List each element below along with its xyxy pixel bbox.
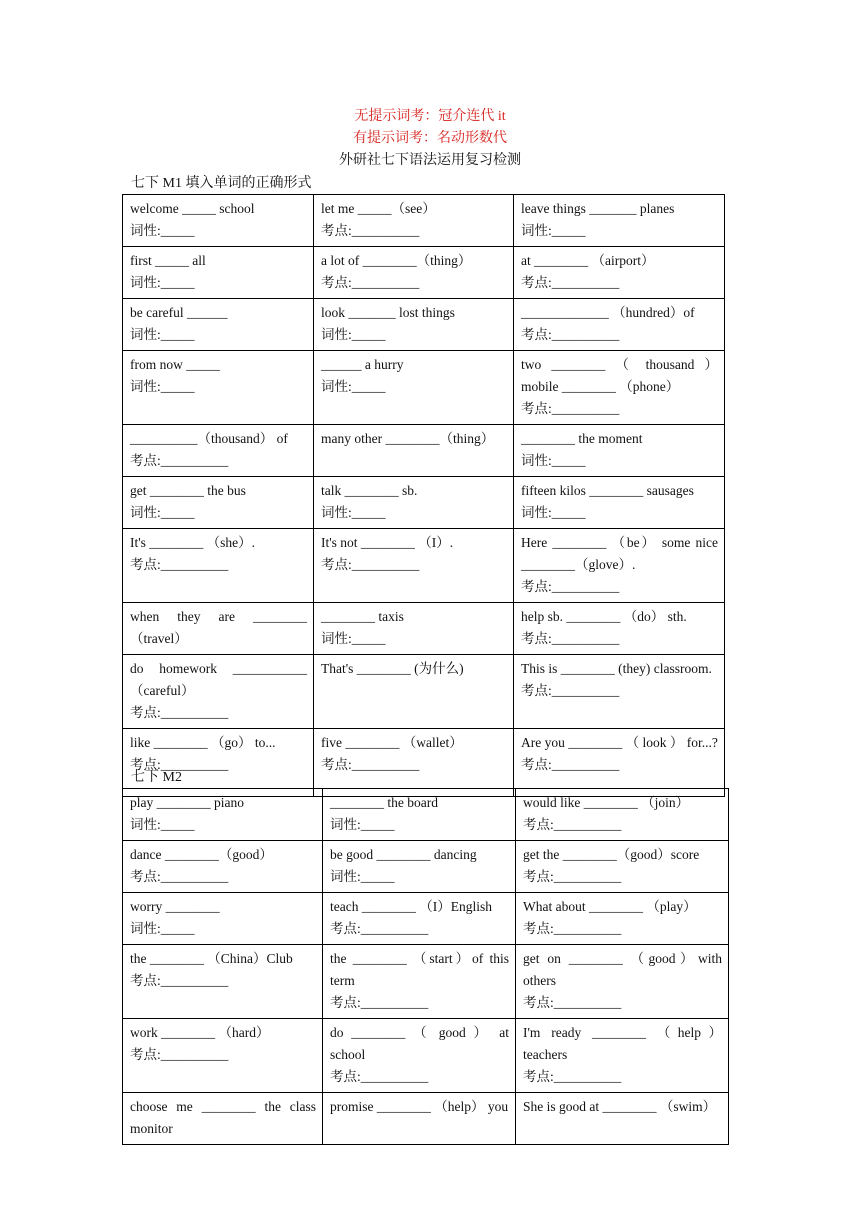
answer-tag[interactable]: 考点:__________ [321,275,420,290]
exercise-cell [123,351,314,425]
exercise-cell [123,247,314,299]
exercise-phrase[interactable]: at ________ （airport） [521,253,655,268]
exercise-cell [323,945,516,1019]
exercise-cell [123,789,323,841]
exercise-cell [516,841,729,893]
exercise-cell [514,603,725,655]
exercise-phrase[interactable]: What about ________ （play） [523,899,697,914]
section-heading-m2: 七下 M2 [131,770,182,785]
answer-tag[interactable]: 考点:__________ [523,817,622,832]
exercise-phrase[interactable]: play ________ piano [130,795,244,810]
exercise-phrase[interactable]: ________ the board [330,795,438,810]
answer-tag[interactable]: 考点:__________ [321,223,420,238]
exercise-phrase[interactable]: talk ________ sb. [321,483,418,498]
m1-table [122,194,725,797]
exercise-cell [314,247,514,299]
exercise-cell [514,729,725,797]
exercise-cell [516,1019,729,1093]
exercise-phrase[interactable]: like ________ （go） to... [130,735,276,750]
exercise-cell [314,655,514,729]
exercise-phrase[interactable]: do ________ （ good ） at school [330,1025,509,1062]
exercise-phrase[interactable]: It's not ________ （I）. [321,535,454,550]
answer-tag[interactable]: 词性:_____ [321,327,386,342]
answer-tag[interactable]: 词性:_____ [130,327,195,342]
answer-tag[interactable]: 词性:_____ [330,817,395,832]
exercise-phrase[interactable]: work ________ （hard） [130,1025,270,1040]
exercise-phrase[interactable]: __________（thousand） of [130,431,288,446]
table-row [123,299,725,351]
exercise-cell [123,477,314,529]
exercise-phrase[interactable]: It's ________ （she）. [130,535,256,550]
exercise-cell [516,945,729,1019]
exercise-cell [123,893,323,945]
answer-tag[interactable]: 词性:_____ [330,869,395,884]
table-row [123,603,725,655]
exercise-phrase[interactable]: leave things _______ planes [521,201,675,216]
table-row [123,195,725,247]
answer-tag[interactable]: 考点:__________ [521,631,620,646]
answer-tag[interactable]: 考点:__________ [521,401,620,416]
answer-tag[interactable]: 考点:__________ [330,921,429,936]
exercise-phrase[interactable]: Here ________ （be） some nice ________（glove）. [521,535,718,572]
answer-tag[interactable]: 考点:__________ [521,327,620,342]
exercise-phrase[interactable]: ________ the moment [521,431,643,446]
exercise-phrase[interactable]: I'm ready ________ （help） teachers [523,1025,722,1062]
exercise-phrase[interactable]: get the ________（good）score [523,847,700,862]
table-row [123,529,725,603]
exercise-cell [514,195,725,247]
answer-tag[interactable]: 考点:__________ [523,1069,622,1084]
exercise-phrase[interactable]: five ________ （wallet） [321,735,463,750]
answer-tag[interactable]: 考点:__________ [521,683,620,698]
table-row [123,477,725,529]
exercise-cell [314,477,514,529]
answer-tag[interactable]: 考点:__________ [130,869,229,884]
table-row [123,729,725,797]
header-line-1: 无提示词考：冠介连代 it [354,109,506,124]
exercise-phrase[interactable]: That's ________ (为什么) [321,661,464,676]
exercise-phrase[interactable]: help sb. ________ （do） sth. [521,609,687,624]
exercise-cell [123,529,314,603]
exercise-phrase[interactable]: ______ a hurry [321,357,404,372]
exercise-cell [514,655,725,729]
answer-tag[interactable]: 考点:__________ [130,705,229,720]
answer-tag[interactable]: 考点:__________ [523,869,622,884]
exercise-phrase[interactable]: Are you ________ （ look ） for...? [521,735,718,750]
answer-tag[interactable]: 词性:_____ [521,505,586,520]
exercise-cell [514,425,725,477]
exercise-phrase[interactable]: when they are ________ （travel） [130,609,307,646]
exercise-cell [123,841,323,893]
answer-tag[interactable]: 词性:_____ [130,275,195,290]
exercise-cell [314,299,514,351]
exercise-phrase[interactable]: _____________ （hundred）of [521,305,695,320]
table-row [123,655,725,729]
exercise-phrase[interactable]: ________ taxis [321,609,404,624]
exercise-phrase[interactable]: get on ________ （good）with others [523,951,722,988]
exercise-cell [314,603,514,655]
exercise-phrase[interactable]: a lot of ________（thing） [321,253,472,268]
exercise-cell [123,945,323,1019]
answer-tag[interactable]: 考点:__________ [130,453,229,468]
answer-tag[interactable]: 考点:__________ [130,557,229,572]
table-row [123,425,725,477]
answer-tag[interactable]: 考点:__________ [321,757,420,772]
exercise-cell [514,529,725,603]
answer-tag[interactable]: 词性:_____ [130,505,195,520]
table-row [123,351,725,425]
answer-tag[interactable]: 词性:_____ [130,921,195,936]
exercise-cell [323,789,516,841]
exercise-cell [123,195,314,247]
answer-tag[interactable]: 词性:_____ [321,631,386,646]
exercise-phrase[interactable]: let me _____（see） [321,201,436,216]
table-row [123,789,729,841]
exercise-phrase[interactable]: first _____ all [130,253,206,268]
exercise-phrase[interactable]: from now _____ [130,357,220,372]
table-row [123,841,729,893]
exercise-phrase[interactable]: look _______ lost things [321,305,455,320]
exercise-phrase[interactable]: many other ________（thing） [321,431,495,446]
answer-tag[interactable]: 考点:__________ [330,995,429,1010]
exercise-cell [323,1019,516,1093]
exercise-cell [123,1019,323,1093]
exercise-cell [514,477,725,529]
exercise-cell [323,893,516,945]
page-title: 外研社七下语法运用复习检测 [339,153,521,168]
exercise-cell [514,351,725,425]
answer-tag[interactable]: 考点:__________ [521,757,620,772]
answer-tag[interactable]: 考点:__________ [330,1069,429,1084]
exercise-cell [516,1093,729,1145]
exercise-phrase[interactable]: worry ________ [130,899,220,914]
exercise-cell [314,351,514,425]
answer-tag[interactable]: 考点:__________ [321,557,420,572]
exercise-phrase[interactable]: This is ________ (they) classroom. [521,661,712,676]
exercise-phrase[interactable]: two ________ （ thousand ） mobile ________ （phone） [521,357,718,394]
exercise-phrase[interactable]: fifteen kilos ________ sausages [521,483,694,498]
table-row [123,945,729,1019]
answer-tag[interactable]: 考点:__________ [521,275,620,290]
section-heading-m1: 七下 M1 填入单词的正确形式 [131,176,312,191]
exercise-phrase[interactable]: teach ________ （I）English [330,899,492,914]
exercise-cell [514,247,725,299]
table-row [123,1019,729,1093]
answer-tag[interactable]: 词性:_____ [321,505,386,520]
exercise-cell [314,195,514,247]
answer-tag[interactable]: 词性:_____ [521,453,586,468]
exercise-cell [323,841,516,893]
exercise-cell [123,1093,323,1145]
exercise-cell [123,425,314,477]
header-line-2: 有提示词考：名动形数代 [353,131,507,146]
table-row [123,893,729,945]
answer-tag[interactable]: 词性:_____ [521,223,586,238]
exercise-phrase[interactable]: welcome _____ school [130,201,255,216]
exercise-cell [314,425,514,477]
exercise-phrase[interactable]: be careful ______ [130,305,228,320]
answer-tag[interactable]: 词性:_____ [130,817,195,832]
exercise-cell [123,603,314,655]
exercise-cell [514,299,725,351]
table-row [123,1093,729,1145]
exercise-cell [516,893,729,945]
answer-tag[interactable]: 词性:_____ [130,379,195,394]
exercise-phrase[interactable]: be good ________ dancing [330,847,477,862]
exercise-phrase[interactable]: the ________ （China）Club [130,951,293,966]
answer-tag[interactable]: 词性:_____ [321,379,386,394]
exercise-phrase[interactable]: promise ________ （help） you [330,1099,509,1114]
exercise-cell [314,529,514,603]
answer-tag[interactable]: 考点:__________ [523,995,622,1010]
exercise-cell [516,789,729,841]
answer-tag[interactable]: 词性:_____ [130,223,195,238]
exercise-phrase[interactable]: dance ________（good） [130,847,273,862]
table-row [123,247,725,299]
exercise-cell [123,299,314,351]
exercise-cell [323,1093,516,1145]
m2-table [122,788,729,1145]
exercise-phrase[interactable]: She is good at ________ （swim） [523,1099,717,1114]
answer-tag[interactable]: 考点:__________ [130,973,229,988]
answer-tag[interactable]: 考点:__________ [521,579,620,594]
answer-tag[interactable]: 考点:__________ [523,921,622,936]
exercise-cell [123,655,314,729]
exercise-phrase[interactable]: would like ________ （join） [523,795,690,810]
exercise-phrase[interactable]: the ________ （start）of this term [330,951,509,988]
answer-tag[interactable]: 考点:__________ [130,1047,229,1062]
exercise-cell [314,729,514,797]
exercise-phrase[interactable]: do homework ___________ （careful） [130,661,307,698]
answer-tag[interactable]: 考点:__________ [130,757,229,772]
exercise-phrase[interactable]: get ________ the bus [130,483,246,498]
exercise-phrase[interactable]: choose me ________ the class monitor [130,1099,316,1136]
